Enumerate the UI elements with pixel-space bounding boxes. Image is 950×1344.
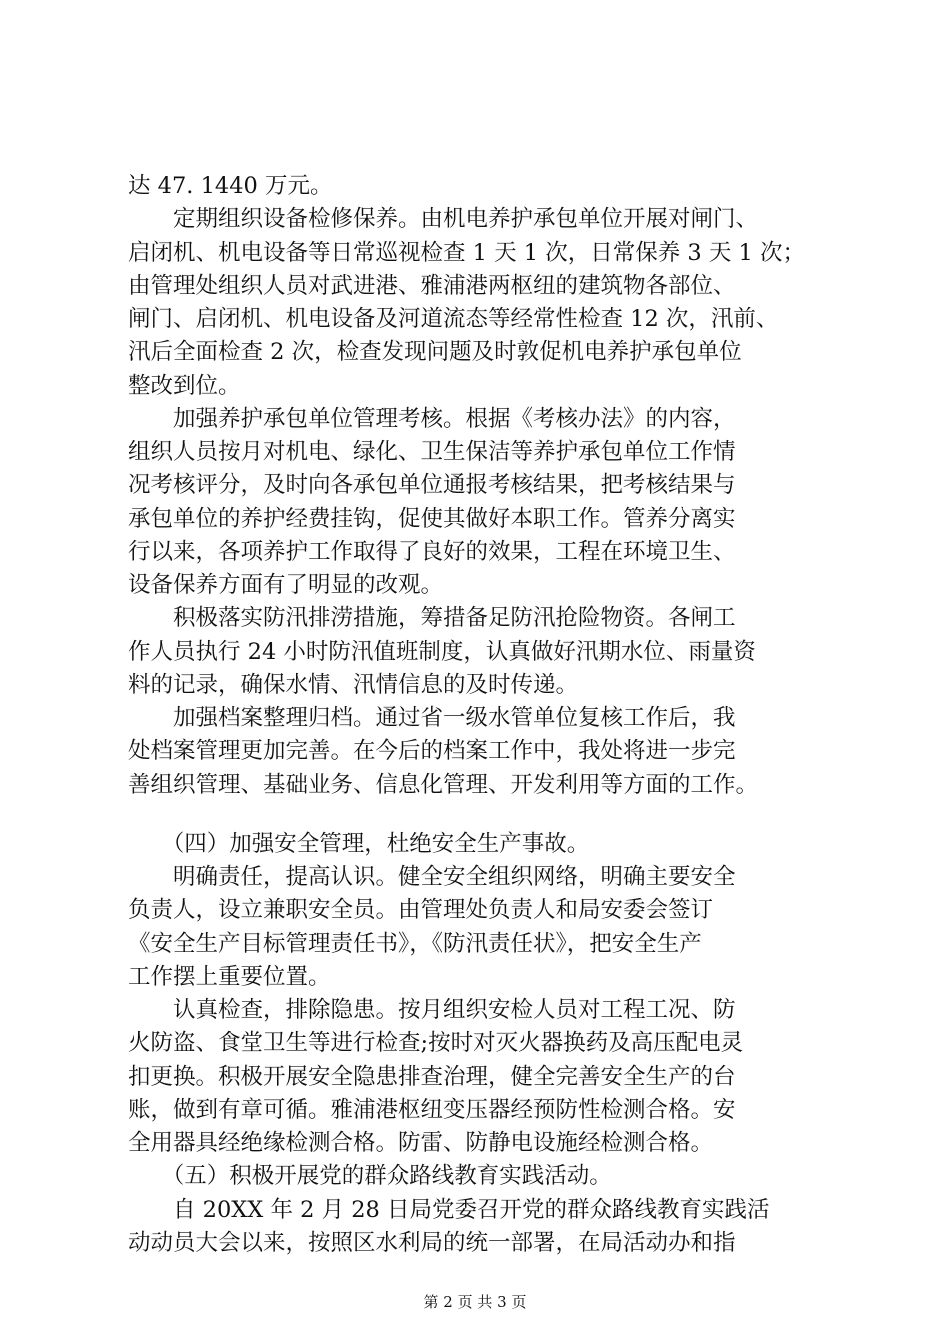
text-line: 善组织管理、基础业务、信息化管理、开发利用等方面的工作。 <box>128 771 759 798</box>
heading-safety-management <box>128 828 828 861</box>
paragraph-equipment-maintenance <box>128 203 828 403</box>
text-line: 处档案管理更加完善。在今后的档案工作中，我处将进一步完 <box>128 738 736 765</box>
text-line: 负责人，设立兼职安全员。由管理处负责人和局安委会签订 <box>128 897 714 924</box>
section-gap <box>128 802 828 828</box>
text-line: 明确责任，提高认识。健全安全组织网络，明确主要安全 <box>128 864 736 890</box>
text-line: 闸门、启闭机、机电设备及河道流态等经常性检查 12 次，汛前、 <box>128 306 779 332</box>
text-line: 全用器具经绝缘检测合格。防雷、防静电设施经检测合格。 <box>128 1130 714 1156</box>
text-line: 工作摆上重要位置。 <box>128 963 331 990</box>
text-line: 积极落实防汛排涝措施，筹措备足防汛抢险物资。各闸工 <box>128 605 736 632</box>
text-line: 自 20XX 年 2 月 28 日局党委召开党的群众路线教育实践活 <box>128 1196 770 1223</box>
text-line: 由管理处组织人员对武进港、雅浦港两枢纽的建筑物各部位、 <box>128 272 736 299</box>
paragraph-mass-line-start <box>128 1194 828 1261</box>
text-line: 达 47. 1440 万元。 <box>128 173 333 199</box>
text-line: 扣更换。积极开展安全隐患排查治理，健全完善安全生产的台 <box>128 1063 736 1090</box>
text-line: 组织人员按月对机电、绿化、卫生保洁等养护承包单位工作情 <box>128 439 736 465</box>
page-footer: 第 2 页 共 3 页 <box>423 1293 527 1311</box>
text-line: 加强档案整理归档。通过省一级水管单位复核工作后，我 <box>128 705 736 731</box>
text-line: 《安全生产目标管理责任书》，《防汛责任状》，把安全生产 <box>128 930 702 957</box>
text-line: 设备保养方面有了明显的改观。 <box>128 572 444 598</box>
text-line: 作人员执行 24 小时防汛值班制度，认真做好汛期水位、雨量资 <box>128 638 756 665</box>
text-line: 加强养护承包单位管理考核。根据《考核办法》的内容， <box>128 405 736 432</box>
text-line: （四）加强安全管理，杜绝安全生产事故。 <box>128 830 590 857</box>
paragraph-archives <box>128 702 828 802</box>
text-line: 账，做到有章可循。雅浦港枢纽变压器经预防性检测合格。安 <box>128 1096 736 1123</box>
text-line: 认真检查，排除隐患。按月组织安检人员对工程工况、防 <box>128 997 736 1023</box>
paragraph-contractor-assessment <box>128 403 828 603</box>
text-line: 承包单位的养护经费挂钩，促使其做好本职工作。管养分离实 <box>128 505 736 532</box>
text-line: 汛后全面检查 2 次，检查发现问题及时敦促机电养护承包单位 <box>128 339 742 366</box>
document-body <box>128 170 828 1260</box>
text-line: （五）积极开展党的群众路线教育实践活动。 <box>128 1163 612 1190</box>
paragraph-responsibility <box>128 861 828 994</box>
text-line: 行以来，各项养护工作取得了良好的效果，工程在环境卫生、 <box>128 538 736 565</box>
text-line: 况考核评分，及时向各承包单位通报考核结果，把考核结果与 <box>128 472 736 499</box>
paragraph-flood-control <box>128 602 828 702</box>
paragraph-inspection <box>128 994 828 1160</box>
heading-mass-line <box>128 1160 828 1193</box>
text-line: 火防盗、食堂卫生等进行检查;按时对灭火器换药及高压配电灵 <box>128 1030 744 1057</box>
text-line: 启闭机、机电设备等日常巡视检查 1 天 1 次，日常保养 3 天 1 次； <box>128 239 805 266</box>
text-line: 定期组织设备检修保养。由机电养护承包单位开展对闸门、 <box>128 206 759 233</box>
text-line: 整改到位。 <box>128 372 241 399</box>
text-line: 料的记录，确保水情、汛情信息的及时传递。 <box>128 671 579 698</box>
text-line: 动动员大会以来，按照区水利局的统一部署，在局活动办和指 <box>128 1229 736 1256</box>
paragraph-funding-end <box>128 170 828 203</box>
